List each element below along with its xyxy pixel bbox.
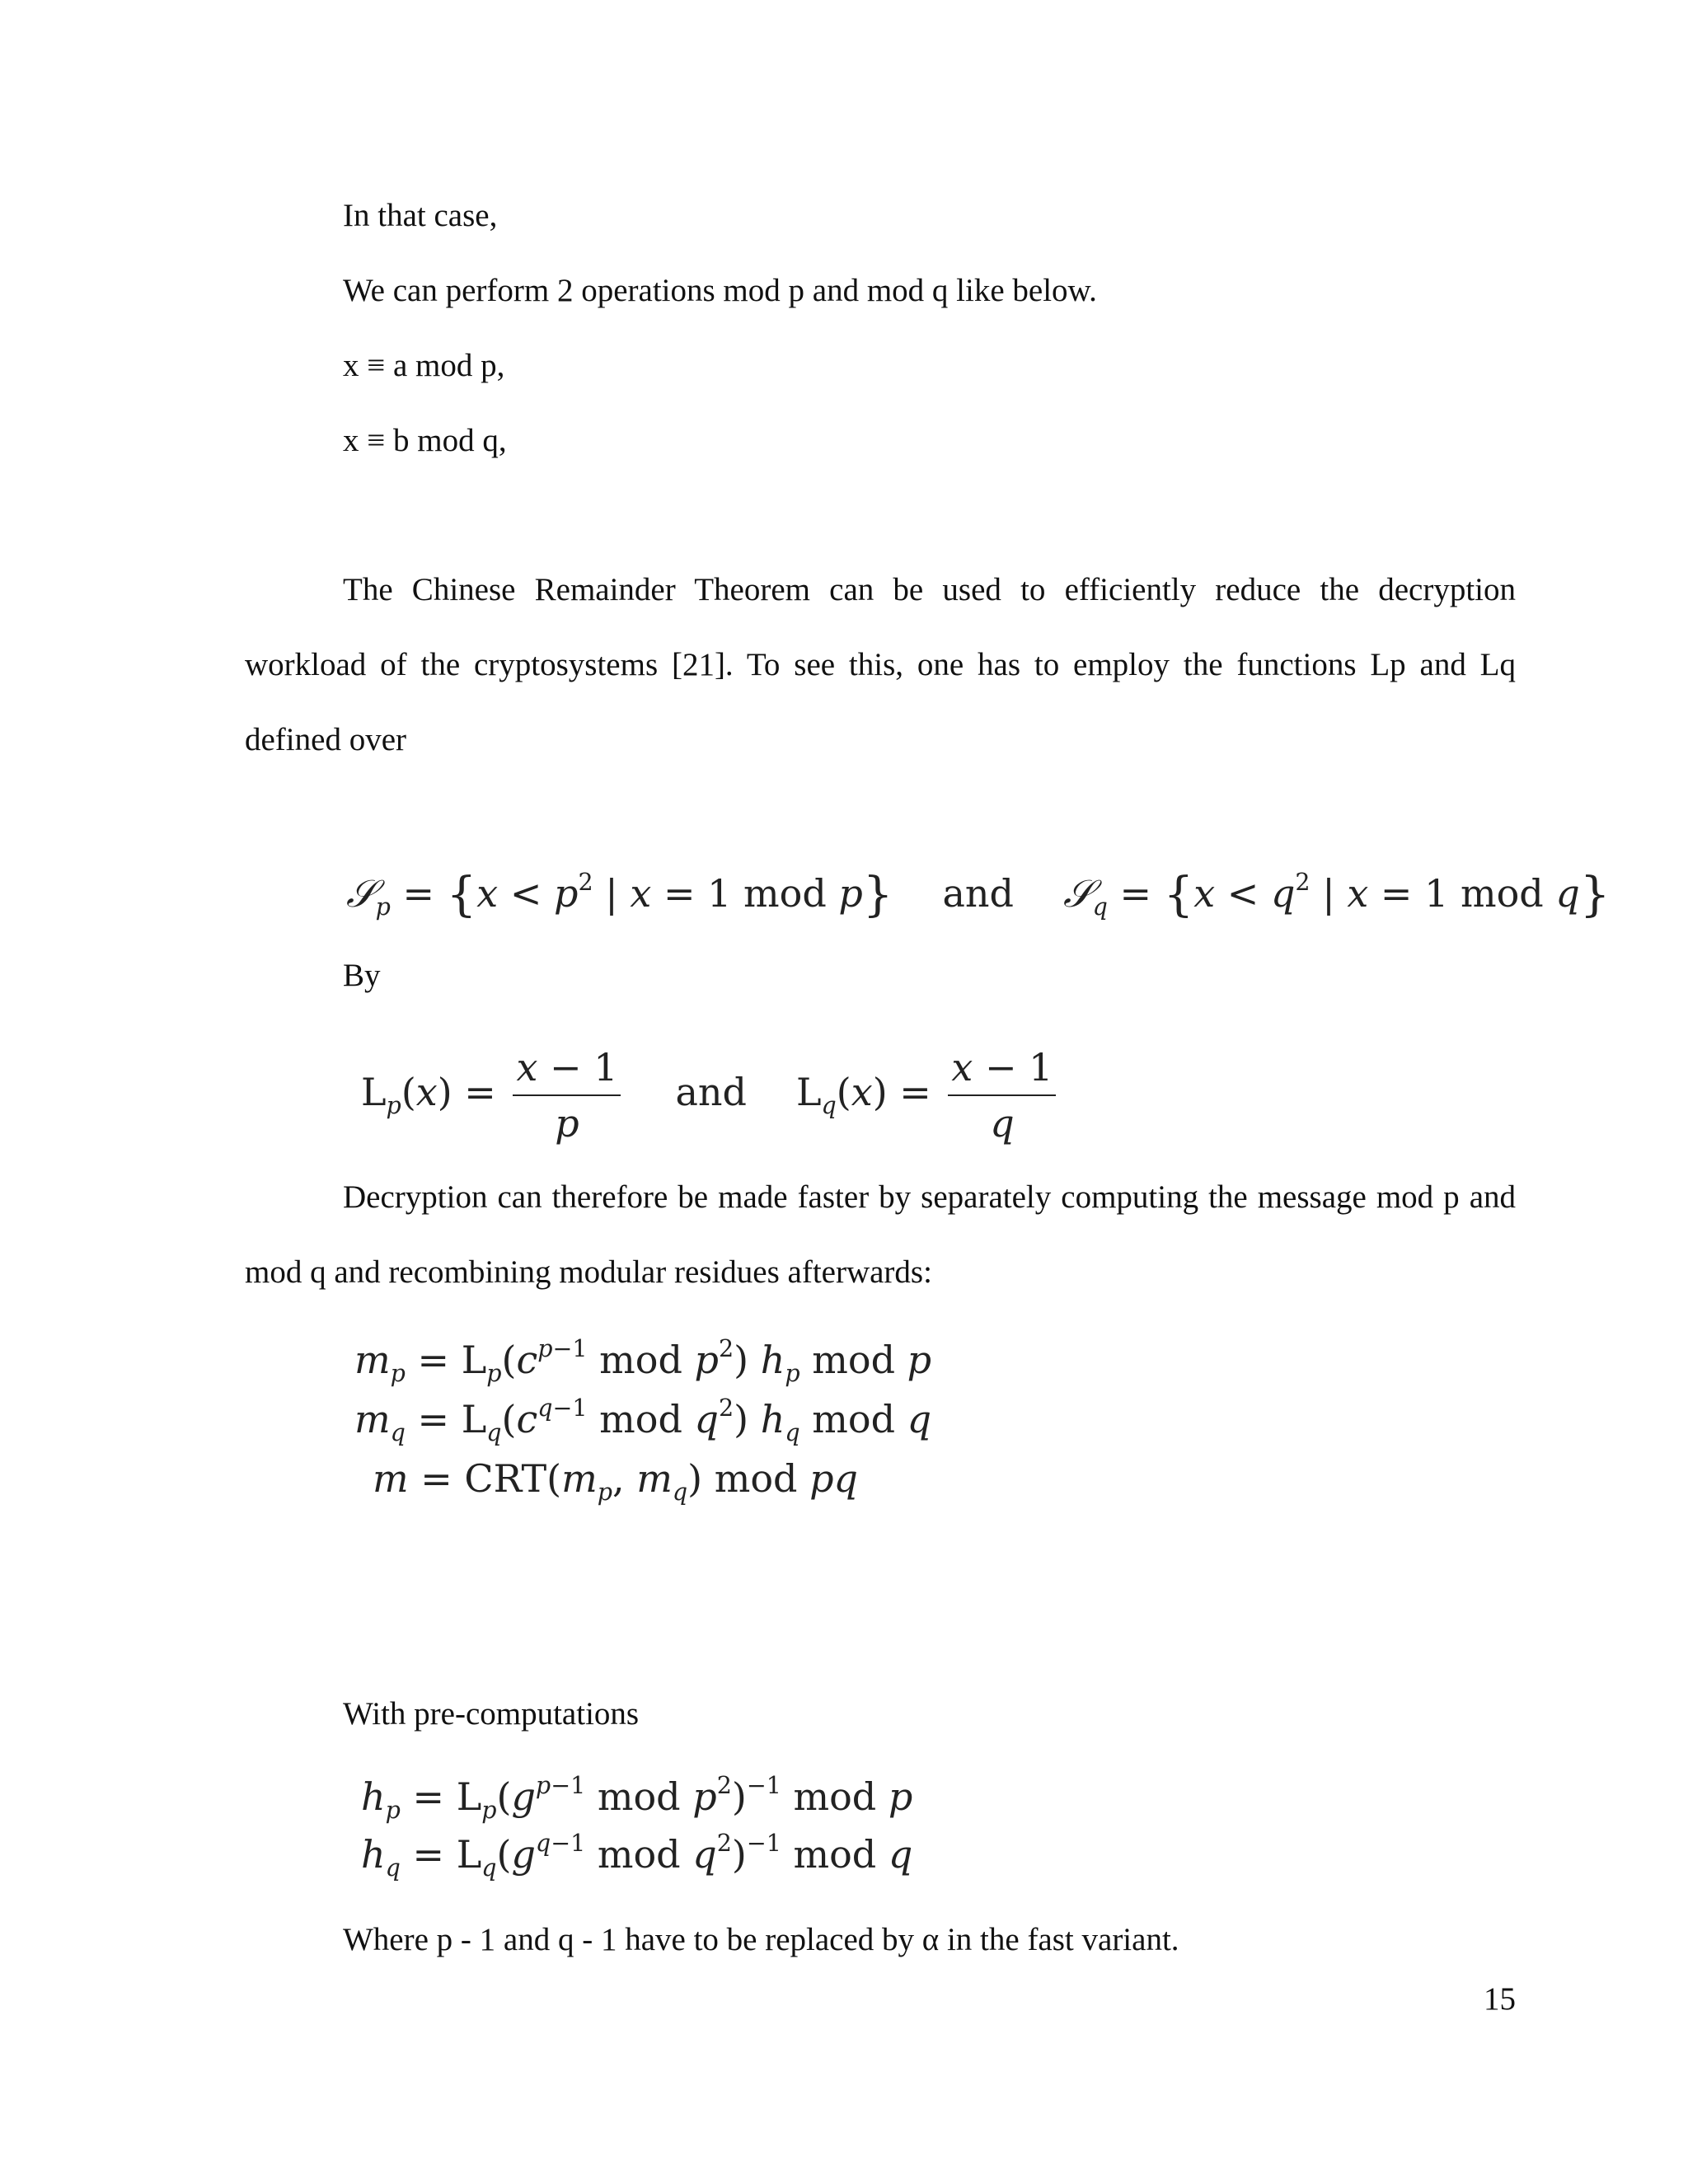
equation-l-functions: $L_p(x)$ = $\frac{x - 1}{p}$ and $L_q(x)$ = $\frac{x - 1}{q}$: [361, 1045, 1061, 1146]
paragraph-in-that-case: In that case,: [343, 198, 498, 233]
paragraph-precomputations: With pre-computations: [343, 1696, 640, 1732]
fraction-lp: $\frac{x - 1}{p}$: [513, 1045, 621, 1146]
equation-mq: $m_q = L_q(c^{q-1}$ mod $q^2$) $h_q$ mod q: [354, 1394, 932, 1446]
paragraph-by: By: [343, 958, 381, 993]
mod-label: mod: [743, 871, 827, 916]
fraction-lq: $\frac{x - 1}{q}$: [948, 1045, 1056, 1146]
and-label: and: [942, 871, 1014, 916]
mod-label: mod: [1460, 871, 1544, 916]
equation-mp: $m_p = L_p(c^{p-1}$ mod $p^2$) $h_p$ mod p: [354, 1335, 932, 1387]
equation-m-crt: $m = CRT(m_p$, $m_q$) mod pq: [373, 1456, 858, 1506]
equation-hp: $h_p = L_p(g^{p-1}$ mod $p^2)^{-1}$ mod p: [361, 1772, 913, 1824]
paragraph-operations: We can perform 2 operations mod p and mod q like below.: [343, 273, 1097, 308]
congruence-b: x ≡ b mod q,: [343, 423, 507, 458]
crt-paragraph-line-3: defined over: [245, 722, 406, 757]
and-label: and: [675, 1070, 747, 1114]
congruence-a: x ≡ a mod p,: [343, 348, 505, 383]
decryption-paragraph-line-2: mod q and recombining modular residues afterwards:: [245, 1254, 932, 1290]
page-number: 15: [1484, 1981, 1516, 2017]
equation-hq: $h_q = L_q(g^{q-1}$ mod $q^2)^{-1}$ mod q: [361, 1830, 913, 1882]
crt-paragraph-line-1: The Chinese Remainder Theorem can be used to efficiently reduce the decryption: [343, 572, 1516, 607]
crt-paragraph-line-2: workload of the cryptosystems [21]. To see this, one has to employ the functions Lp and Lq: [245, 647, 1516, 682]
paragraph-fast-variant: Where p - 1 and q - 1 have to be replaced by α in the fast variant.: [343, 1922, 1179, 1957]
equation-set-definitions: 𝒮$_p$ = {$x < p^2$ | x = 1 mod p} and 𝒮$_q$ = {$x < q^2$ | x = 1 mod q}: [346, 866, 1611, 922]
decryption-paragraph-line-1: Decryption can therefore be made faster by separately computing the message mod p and: [343, 1179, 1516, 1215]
